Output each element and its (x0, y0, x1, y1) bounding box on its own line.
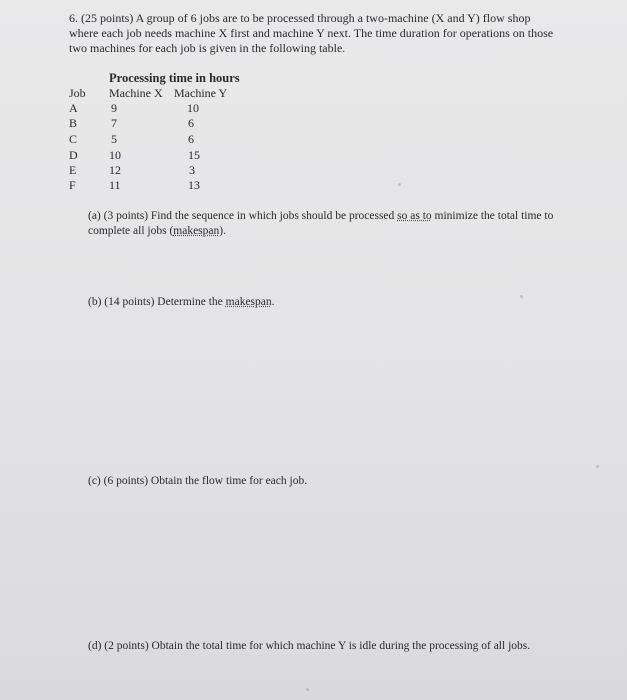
paper-speck (596, 465, 599, 468)
machine-x-cell: 5 (111, 132, 117, 146)
paper-speck (520, 295, 523, 298)
part-a-suffix: ). (219, 225, 226, 237)
column-header-job: Job (69, 86, 86, 100)
table-title: Processing time in hours (109, 71, 240, 85)
job-cell: B (69, 116, 78, 130)
part-d: (d) (2 points) Obtain the total time for which machine Y is idle during the processing of all jobs. (88, 640, 531, 652)
part-a-middle: minimize the total time to complete all jobs ( (88, 210, 554, 237)
job-cell: C (69, 132, 78, 146)
part-a-underlined: so as to (397, 210, 432, 222)
machine-x-cell: 11 (109, 178, 121, 192)
machine-y-cell: 10 (187, 101, 199, 115)
column-header-machine-x: Machine X (109, 86, 163, 100)
part-b-suffix: . (271, 296, 275, 308)
machine-y-cell: 6 (188, 116, 194, 130)
paper-speck (306, 688, 309, 691)
part-b (88, 295, 538, 310)
part-a-term: makespan (173, 225, 220, 237)
column-header-machine-y: Machine Y (174, 86, 228, 100)
machine-x-cell: 10 (109, 148, 121, 162)
part-a-prefix: (a) (3 points) Find the sequence in which jobs should be processed (88, 210, 398, 222)
machine-x-cell: 12 (109, 163, 121, 177)
machine-x-cell: 7 (111, 116, 117, 130)
job-cell: A (69, 101, 78, 115)
machine-y-cell: 3 (189, 163, 195, 177)
paper-speck (398, 183, 401, 186)
job-cell: E (69, 163, 77, 177)
question-intro: 6. (25 points) A group of 6 jobs are to be processed through a two-machine (X and Y) flow shop where each job needs machine X first and machine Y next. The time duration for operations on those two machines for each job is given in the following table. (69, 11, 554, 55)
machine-y-cell: 13 (188, 178, 200, 192)
part-b-prefix: (b) (14 points) Determine the (88, 296, 226, 308)
job-cell: D (69, 148, 78, 162)
part-a (88, 209, 558, 239)
part-b-term: makespan (225, 296, 272, 308)
machine-x-cell: 9 (111, 101, 117, 115)
job-cell: F (69, 178, 76, 192)
part-c: (c) (6 points) Obtain the flow time for each job. (88, 475, 308, 487)
machine-y-cell: 6 (188, 132, 194, 146)
machine-y-cell: 15 (188, 148, 200, 162)
